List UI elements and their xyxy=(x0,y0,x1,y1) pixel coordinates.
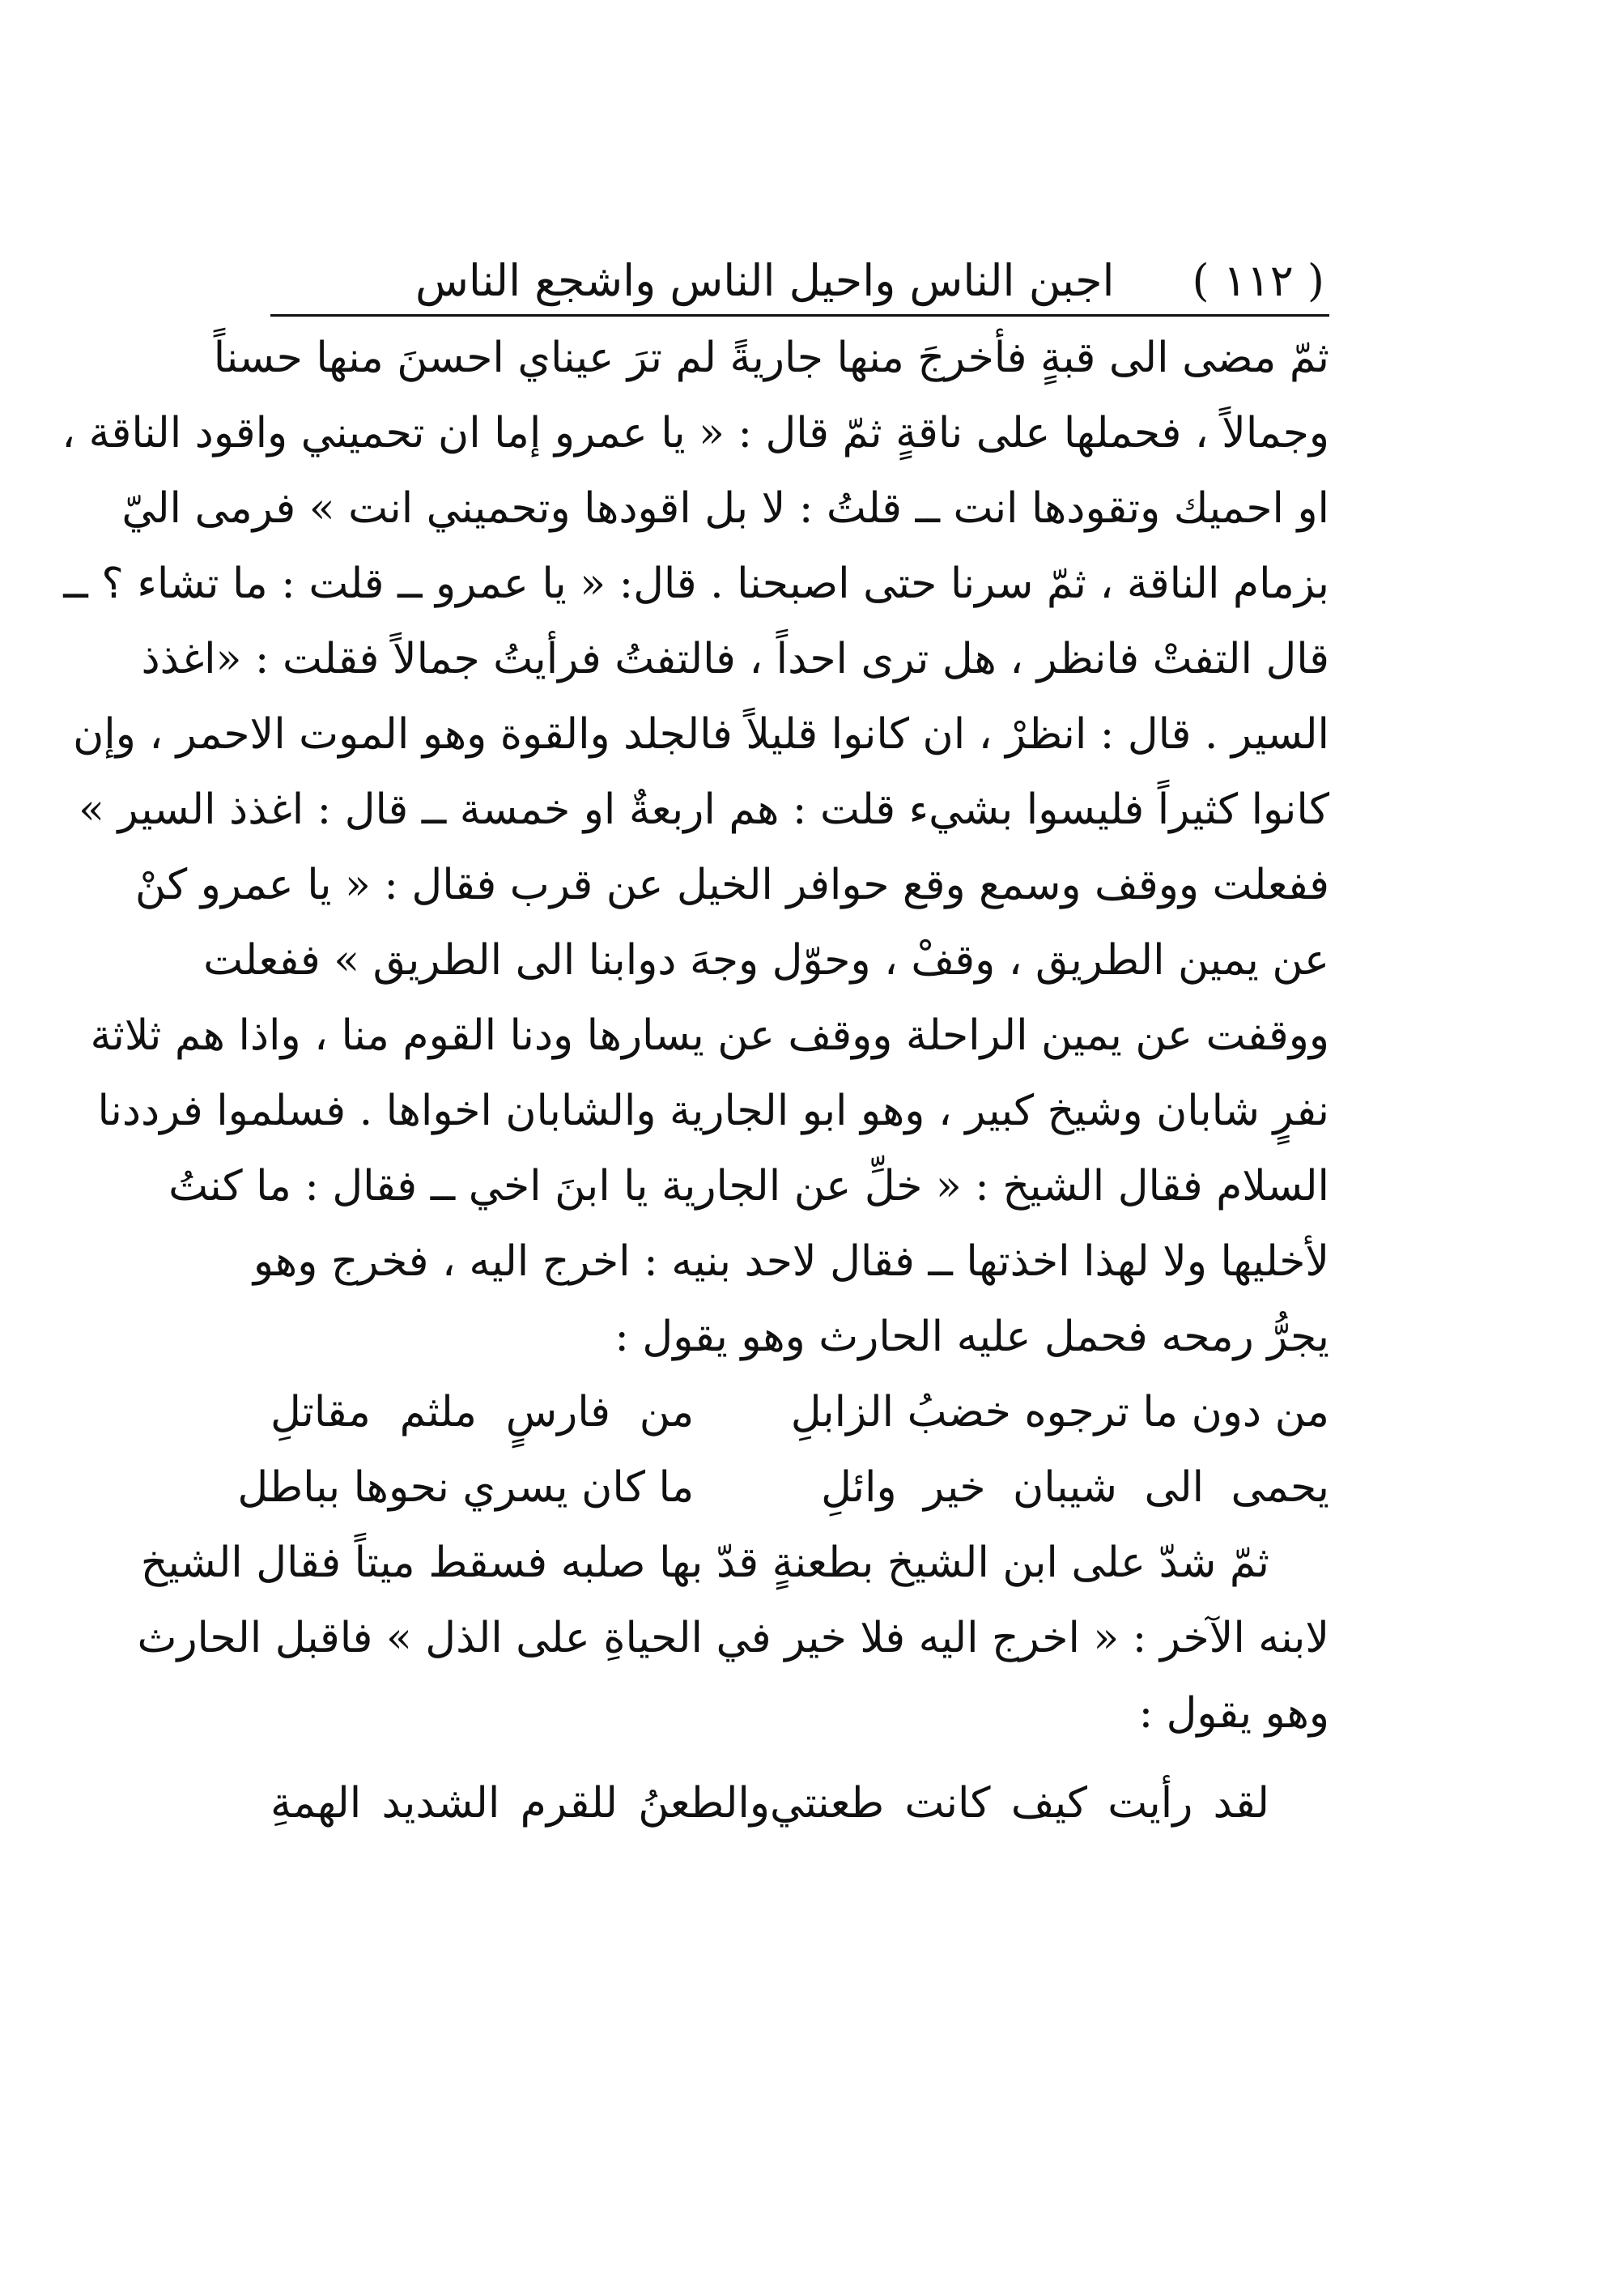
text-line: وجمالاً ، فحملها على ناقةٍ ثمّ قال : « يا عمرو إما ان تحميني واقود الناقة ، xyxy=(62,409,1329,458)
verse-1 xyxy=(237,1375,1329,1526)
verse-hemistich-right: يحمى الى شيبان خير وائلِ xyxy=(821,1463,1329,1512)
text-line: لابنه الآخر : « اخرج اليه فلا خير في الحياةِ على الذل » فاقبل الحارث xyxy=(137,1614,1329,1662)
text-line: كانوا كثيراً فليسوا بشيء قلت : هم اربعةٌ او خمسة ــ قال : اغذذ السير » xyxy=(79,785,1329,834)
paragraph-1 xyxy=(62,321,1329,1375)
header-rule xyxy=(270,314,1329,317)
text-line: يجرُّ رمحه فحمل عليه الحارث وهو يقول : xyxy=(614,1313,1329,1361)
verse-2 xyxy=(270,1766,1329,1841)
page-header xyxy=(296,228,1324,306)
text-line: نفرٍ شابان وشيخ كبير ، وهو ابو الجارية والشابان اخواها . فسلموا فرددنا xyxy=(97,1087,1329,1135)
text-line: ثمّ مضى الى قبةٍ فأخرجَ منها جاريةً لم ترَ عيناي احسنَ منها حسناً xyxy=(213,334,1329,382)
verse-hemistich-left: من فارسٍ ملثم مقاتلِ xyxy=(270,1388,695,1436)
text-line: لأخليها ولا لهذا اخذتها ــ فقال لاحد بنيه : اخرج اليه ، فخرج وهو xyxy=(253,1237,1329,1286)
text-line: عن يمين الطريق ، وقفْ ، وحوّل وجهَ دوابنا الى الطريق » ففعلت xyxy=(203,936,1329,985)
page-number: ( ١١٢ ) xyxy=(1192,255,1324,306)
verse-line xyxy=(237,1450,1329,1526)
running-title: اجبن الناس واحيل الناس واشجع الناس xyxy=(415,255,1115,306)
verse-hemistich-left: والطعنُ للقرم الشديد الهمةِ xyxy=(270,1779,770,1828)
text-line: او احميك وتقودها انت ــ قلتُ : لا بل اقودها وتحميني انت » فرمى اليّ xyxy=(121,484,1329,533)
page-body xyxy=(62,321,1329,1841)
text-line: ثمّ شدّ على ابن الشيخ بطعنةٍ قدّ بها صلبه فسقط ميتاً فقال الشيخ xyxy=(140,1539,1269,1587)
verse-hemistich-right: لقد رأيت كيف كانت طعنتي xyxy=(770,1779,1269,1828)
verse-hemistich-right: من دون ما ترجوه خضبُ الزابلِ xyxy=(790,1388,1329,1436)
text-line: قال التفتْ فانظر ، هل ترى احداً ، فالتفتُ فرأيتُ جمالاً فقلت : «اغذذ xyxy=(141,635,1329,683)
text-line: ففعلت ووقف وسمع وقع حوافر الخيل عن قرب فقال : « يا عمرو كنْ xyxy=(134,861,1329,909)
verse-line xyxy=(270,1766,1329,1841)
text-line: السلام فقال الشيخ : « خلِّ عن الجارية يا ابنَ اخي ــ فقال : ما كنتُ xyxy=(168,1162,1329,1211)
text-line: بزمام الناقة ، ثمّ سرنا حتى اصبحنا . قال: « يا عمرو ــ قلت : ما تشاء ؟ ــ xyxy=(63,560,1329,608)
text-line: ووقفت عن يمين الراحلة ووقف عن يسارها ودنا القوم منا ، واذا هم ثلاثة xyxy=(90,1011,1329,1060)
paragraph-2 xyxy=(137,1526,1329,1751)
text-line: السير . قال : انظرْ ، ان كانوا قليلاً فالجلد والقوة وهو الموت الاحمر ، وإن xyxy=(73,710,1329,759)
spacer xyxy=(270,1751,1329,1766)
verse-hemistich-left: ما كان يسري نحوها بباطل xyxy=(237,1463,695,1512)
verse-line xyxy=(270,1375,1329,1450)
text-line: وهو يقول : xyxy=(1138,1689,1329,1738)
